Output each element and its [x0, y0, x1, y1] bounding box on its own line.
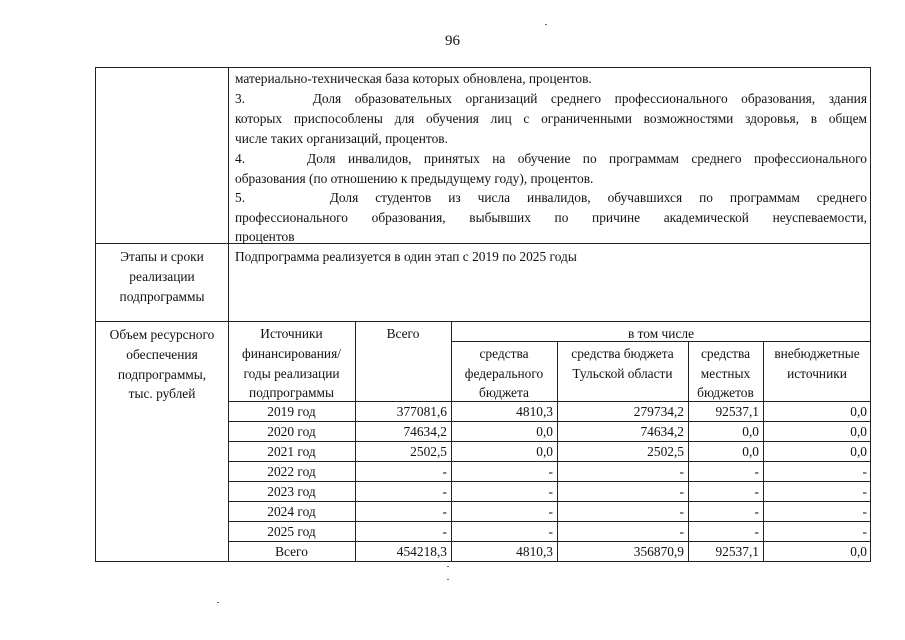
stages-label: Этапы и сроки [120, 249, 204, 264]
header-local: бюджетов [697, 385, 754, 400]
page-number: 96 [445, 33, 460, 49]
row-year: 2022 год [267, 464, 316, 479]
row-local: - [754, 484, 759, 499]
row-local: 0,0 [742, 424, 759, 439]
row-extra: 0,0 [850, 544, 867, 559]
row-divider-stages [96, 243, 871, 244]
row-year: 2024 год [267, 504, 316, 519]
row-federal: 0,0 [536, 444, 553, 459]
stages-label: подпрограммы [119, 289, 205, 304]
row-federal: - [548, 484, 553, 499]
row-local: - [754, 524, 759, 539]
row-total: - [442, 504, 447, 519]
row-regional: - [679, 484, 684, 499]
row-local: - [754, 464, 759, 479]
scan-speck [447, 579, 449, 580]
row-extra: - [862, 524, 867, 539]
row-total: 2502,5 [410, 444, 447, 459]
passport-table [95, 67, 871, 562]
header-local: местных [700, 366, 751, 381]
indicator-item-5-cont: профессионального образования, выбывших по причине академической неуспеваемости, [235, 210, 867, 225]
row-total: - [442, 464, 447, 479]
row-year: 2019 год [267, 404, 316, 419]
indicator-item-3-cont: которых приспособлены для обучения лиц с ограниченными возможностями здоровья, в общем [235, 111, 867, 126]
row-total: 377081,6 [396, 404, 447, 419]
header-source: подпрограммы [249, 385, 334, 400]
row-regional: 279734,2 [633, 404, 684, 419]
row-federal: - [548, 504, 553, 519]
row-year: 2021 год [267, 444, 316, 459]
header-source: Источники [260, 326, 323, 341]
row-total: - [442, 524, 447, 539]
resources-label: обеспечения [126, 347, 198, 362]
row-local: 0,0 [742, 444, 759, 459]
row-extra: - [862, 504, 867, 519]
header-regional: Тульской области [572, 366, 673, 381]
indicator-item-4: 4. Доля инвалидов, принятых на обучение по программам среднего профессионального [235, 151, 867, 166]
row-federal: - [548, 464, 553, 479]
indicator-item-3-end: числе таких организаций, процентов. [235, 131, 448, 146]
row-extra: 0,0 [850, 444, 867, 459]
header-source: финансирования/ [242, 346, 341, 361]
indicator-item-5-end: процентов [235, 229, 295, 244]
indicator-item-4-end: образования (по отношению к предыдущему году), процентов. [235, 171, 594, 186]
header-source: годы реализации [243, 366, 340, 381]
resources-label: подпрограммы, [117, 367, 207, 382]
row-regional: - [679, 524, 684, 539]
stages-text: Подпрограмма реализуется в один этап с 2019 по 2025 годы [235, 249, 577, 264]
resources-label: Объем ресурсного [109, 327, 215, 342]
row-regional: - [679, 504, 684, 519]
scan-speck [217, 602, 219, 603]
resources-label: тыс. рублей [128, 386, 196, 401]
indicator-item-3: 3. Доля образовательных организаций среднего профессионального образования, здания [235, 91, 867, 106]
scan-speck [447, 566, 449, 567]
header-federal: федерального [464, 366, 544, 381]
header-extra: внебюджетные [774, 346, 860, 361]
row-divider-resources [96, 321, 871, 322]
row-extra: 0,0 [850, 424, 867, 439]
row-regional: - [679, 464, 684, 479]
header-federal: бюджета [479, 385, 529, 400]
header-including: в том числе [627, 326, 695, 341]
row-federal: 0,0 [536, 424, 553, 439]
row-total: 454218,3 [396, 544, 447, 559]
row-total: - [442, 484, 447, 499]
row-total: 74634,2 [403, 424, 447, 439]
stages-label: реализации [129, 269, 195, 284]
row-extra: - [862, 464, 867, 479]
row-federal: 4810,3 [516, 404, 553, 419]
row-extra: - [862, 484, 867, 499]
row-year: 2020 год [267, 424, 316, 439]
row-year: 2025 год [267, 524, 316, 539]
row-year: Всего [275, 544, 308, 559]
row-federal: 4810,3 [516, 544, 553, 559]
scan-speck [545, 24, 547, 25]
row-regional: 356870,9 [633, 544, 684, 559]
row-extra: 0,0 [850, 404, 867, 419]
row-local: 92537,1 [715, 544, 759, 559]
row-year: 2023 год [267, 484, 316, 499]
header-federal: средства [479, 346, 529, 361]
row-local: 92537,1 [715, 404, 759, 419]
header-total: Всего [386, 326, 420, 341]
row-federal: - [548, 524, 553, 539]
header-regional: средства бюджета [571, 346, 674, 361]
header-extra: источники [787, 366, 847, 381]
row-regional: 2502,5 [647, 444, 684, 459]
row-local: - [754, 504, 759, 519]
indicator-text-line: материально-техническая база которых обновлена, процентов. [235, 71, 592, 86]
indicator-item-5: 5. Доля студентов из числа инвалидов, обучавшихся по программам среднего [235, 190, 867, 205]
header-local: средства [700, 346, 751, 361]
row-regional: 74634,2 [640, 424, 684, 439]
